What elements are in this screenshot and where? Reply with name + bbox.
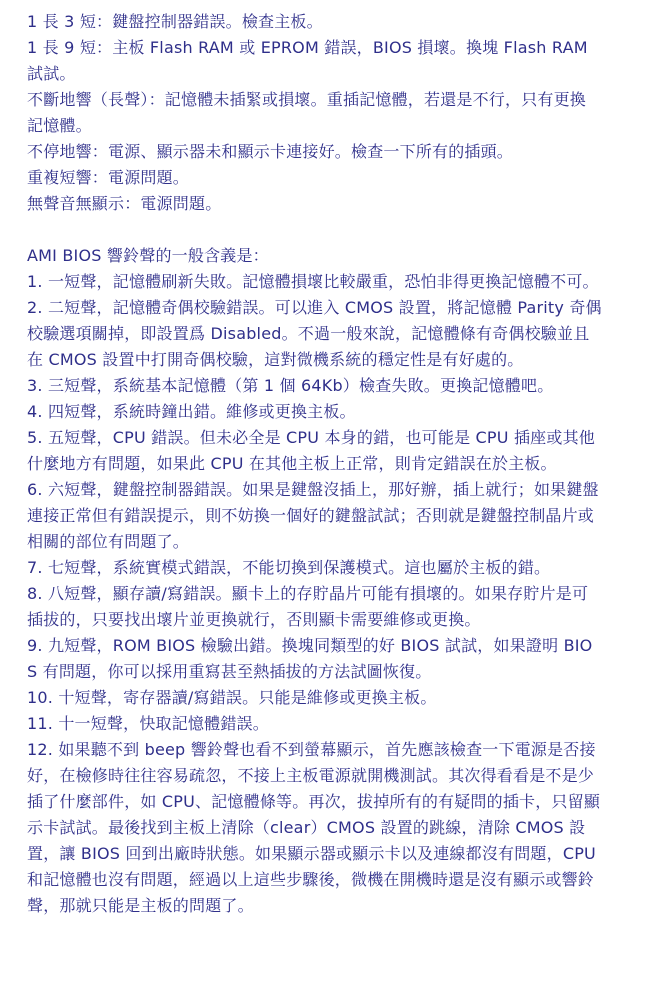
ami-code-2: 2. 二短聲，記憶體奇偶校驗錯誤。可以進入 CMOS 設置，將記憶體 Parity 奇偶校驗選項關掉，即設置爲 Disabled。不過一般來說，記憶體條有奇偶校驗並且在 CMOS 設置中打開奇偶校驗，這對微機系統的穩定性是有好處的。: [27, 298, 602, 369]
ami-code-10: 10. 十短聲，寄存器讀/寫錯誤。只能是維修或更換主板。: [27, 688, 437, 707]
beep-code-document: [27, 9, 602, 919]
ami-code-7: 7. 七短聲，系統實模式錯誤，不能切換到保護模式。這也屬於主板的錯。: [27, 558, 551, 577]
award-code-3: 不斷地響（長聲）：記憶體未插緊或損壞。重插記憶體，若還是不行，只有更換記憶體。: [27, 90, 587, 135]
ami-section-heading: AMI BIOS 響鈴聲的一般含義是：: [27, 246, 269, 265]
award-code-1: 1 長 3 短：鍵盤控制器錯誤。檢查主板。: [27, 12, 323, 31]
ami-code-8: 8. 八短聲，顯存讀/寫錯誤。顯卡上的存貯晶片可能有損壞的。如果存貯片是可插拔的，只要找出壞片並更換就行，否則顯卡需要維修或更換。: [27, 584, 589, 629]
section-spacer: [27, 217, 602, 243]
ami-code-1: 1. 一短聲，記憶體刷新失敗。記憶體損壞比較嚴重，恐怕非得更換記憶體不可。: [27, 272, 599, 291]
ami-code-9: 9. 九短聲，ROM BIOS 檢驗出錯。換塊同類型的好 BIOS 試試，如果證明 BIOS 有問題，你可以採用重寫甚至熱插拔的方法試圖恢復。: [27, 636, 593, 681]
ami-code-4: 4. 四短聲，系統時鐘出錯。維修或更換主板。: [27, 402, 356, 421]
ami-code-11: 11. 十一短聲，快取記憶體錯誤。: [27, 714, 269, 733]
award-code-6: 無聲音無顯示：電源問題。: [27, 194, 222, 213]
ami-code-5: 5. 五短聲，CPU 錯誤。但未必全是 CPU 本身的錯，也可能是 CPU 插座或其他什麼地方有問題，如果此 CPU 在其他主板上正常，則肯定錯誤在於主板。: [27, 428, 595, 473]
ami-code-3: 3. 三短聲，系統基本記憶體（第 1 個 64Kb）檢查失敗。更換記憶體吧。: [27, 376, 554, 395]
award-code-2: 1 長 9 短：主板 Flash RAM 或 EPROM 錯誤，BIOS 損壞。換塊 Flash RAM 試試。: [27, 38, 588, 83]
ami-code-12: 12. 如果聽不到 beep 響鈴聲也看不到螢幕顯示，首先應該檢查一下電源是否接好，在檢修時往往容易疏忽，不接上主板電源就開機測試。其次得看看是不是少插了什麼部件，如 CPU、記憶體條等。再次，拔掉所有的有疑問的插卡，只留顯示卡試試。最後找到主板上清除（clear）CMOS 設置的跳線，清除 CMOS 設置，讓 BIOS 回到出廠時狀態。如果顯示器或顯示卡以及連線都沒有問題，CPU 和記憶體也沒有問題，經過以上這些步驟後，微機在開機時還是沒有顯示或響鈴聲，那就只能是主板的問題了。: [27, 740, 601, 915]
ami-code-6: 6. 六短聲，鍵盤控制器錯誤。如果是鍵盤沒插上，那好辦，插上就行；如果鍵盤連接正常但有錯誤提示，則不妨換一個好的鍵盤試試；否則就是鍵盤控制晶片或相關的部位有問題了。: [27, 480, 599, 551]
award-code-4: 不停地響：電源、顯示器未和顯示卡連接好。檢查一下所有的插頭。: [27, 142, 514, 161]
award-code-5: 重複短響：電源問題。: [27, 168, 190, 187]
